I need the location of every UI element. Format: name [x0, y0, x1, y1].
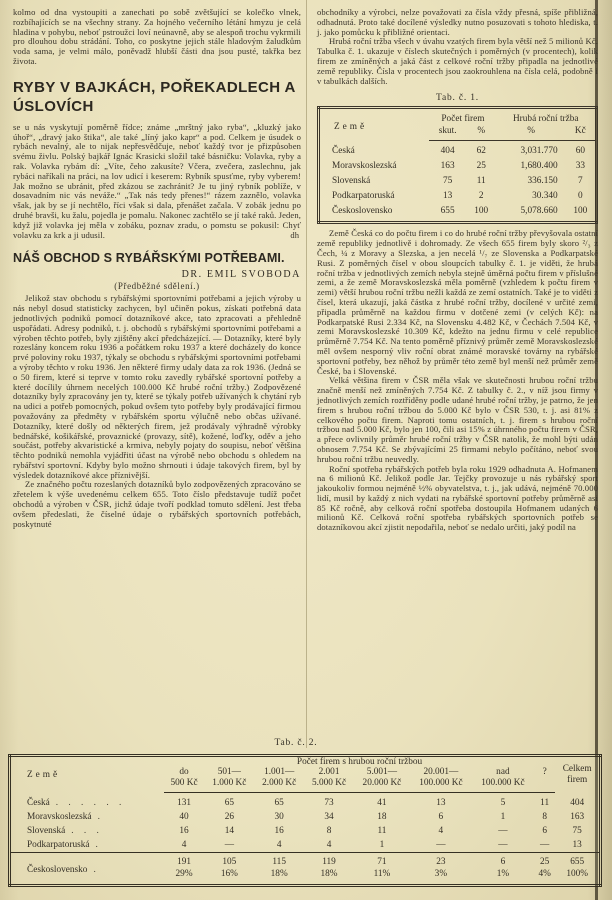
- table1-group-revenue: Hrubá roční tržba: [512, 114, 579, 125]
- total-header-line2: firem: [567, 774, 588, 785]
- revenue-kc: 3,031.770: [520, 146, 558, 157]
- article-subtitle: (Předběžné sdělení.): [114, 281, 200, 292]
- band-count: 6: [438, 812, 444, 822]
- band-count: —: [539, 840, 550, 850]
- band-pct: 16%: [220, 869, 238, 879]
- band-count: —: [436, 840, 446, 850]
- dot-leader: .: [95, 840, 102, 850]
- band-count: 1: [500, 812, 506, 822]
- band-pct: 1%: [496, 869, 510, 879]
- table2-band-col: 5.001— 20.000 Kč: [354, 767, 410, 793]
- band-pct: 3%: [434, 869, 448, 879]
- band-count: 26: [224, 812, 234, 822]
- firms-pct: 11: [476, 176, 486, 187]
- band-count: 4: [438, 826, 444, 836]
- table1-sub-skut: skut.: [429, 125, 466, 141]
- dot-leader: . . . . . .: [55, 797, 126, 808]
- table-row: [319, 174, 597, 189]
- dot-leader: .: [97, 812, 104, 822]
- total-header-line1: Celkem: [562, 763, 592, 774]
- band-count: 13: [436, 798, 446, 808]
- revenue-kc: 30.340: [532, 191, 558, 202]
- table1-col-land: Země: [334, 122, 368, 133]
- band-count: 30: [274, 812, 284, 822]
- revenue-pct: 60: [575, 146, 585, 157]
- band-count: 119: [304, 853, 354, 870]
- band-count: 1: [379, 840, 385, 850]
- band-count: 71: [354, 853, 410, 870]
- article-paragraph: Velká většina firem v ČSR měla však ve skutečnosti hrubou roční tržbu značně menší než zmíněných 7.754 Kč. Z tabulky č. 2., v níž jsou firmy v jednotlivých zemích roztříděny podle udané hrubé roční tržby, je patrno, že jen firem s hrubou roční tržbou do 5.000 Kč bylo v ČSR 530, t. j. asi 81% z celkového počtu firem. Naproti tomu ostatních, t. j. firem s hrubou roční tržbou nad 5.000 Kč, bylo jen 100, čili asi 15% z úhrnného počtu firem v ČSR, a přece ovlivnily průměr hrubé roční tržby v ČSR natolik, že mohl býti udán obnosem 7.754 Kč. Se zbývajícími 25 firmami nebylo počítáno, neboť svou hrubou roční tržbu neuvedly.: [317, 375, 598, 464]
- article-paragraph: Ze značného počtu rozeslaných dotazníků bylo zodpovězených zpracováno se zřetelem k výše uvedenému celkem 655. Toto číslo představuje tudíž počet obchodů a výroben v ČSR, jichž údaje tvoří podklad tomuto sdělení. Jest třeba ovšem předeslati, že číselné údaje o rybářských sportovních potřebách, poskytnuté: [13, 479, 301, 529]
- band-count: 41: [377, 798, 387, 808]
- table-row: [10, 838, 601, 853]
- band-count: 34: [324, 812, 334, 822]
- firms-pct: 100: [474, 206, 489, 217]
- table-row-total: [319, 204, 597, 223]
- article-author: DR. EMIL SVOBODA: [181, 269, 301, 281]
- band-pct: 11%: [373, 869, 391, 879]
- table2-col-land: Země: [27, 769, 61, 780]
- article-paragraph: obchodníky a výrobci, nelze považovati za čísla vždy přesná, spíše přibližná, odhadnutá. Proto také docílené výsledky nutno posuzovati s tohoto hlediska, t. j. jako pomůcku k přibližné orientaci.: [317, 7, 598, 37]
- band-count: 131: [177, 798, 192, 808]
- dot-leader: .: [93, 864, 100, 875]
- revenue-kc: 336.150: [527, 176, 558, 187]
- band-count: 65: [224, 798, 234, 808]
- band-count: 5: [500, 798, 506, 808]
- column-divider-rule: [306, 0, 307, 748]
- band-count: 4: [326, 840, 332, 850]
- table2-band-col-unknown: ?: [534, 767, 555, 793]
- land-name: Podkarpatoruská: [332, 191, 395, 202]
- firms-count: 655: [440, 206, 455, 217]
- band-count: 25: [534, 853, 555, 870]
- table-row: [10, 810, 601, 824]
- band-count: 65: [274, 798, 284, 808]
- band-pct: 4%: [538, 869, 551, 879]
- table1-header: [319, 108, 597, 141]
- band-count: 23: [410, 853, 472, 870]
- table1-group-firms: Počet firem: [441, 114, 485, 125]
- band-count: 40: [179, 812, 189, 822]
- intro-paragraph: kolmo od dna vystoupiti a zanechati po sobě zvětšující se kolečko vlnek, rozbíhajících se na všechny strany. Za hojného večerního létání hmyzu je celá hladina v pohybu, neboť pstroužci loví neúnavně, aby se alespoň trochu vykrmili pro dlouhou dobu strádání. Toho, co poskytne jejich stále hladovým žaludkům voda sama, je velmi málo, poněvadž hlubší části dna jsou pusté, takřka bez života.: [13, 7, 301, 66]
- band-count: 8: [542, 812, 547, 822]
- band-count: 4: [276, 840, 282, 850]
- band-count: —: [498, 826, 508, 836]
- left-column: [13, 8, 301, 529]
- table2-band-col: nad 100.000 Kč: [472, 767, 534, 793]
- firms-pct: 62: [476, 146, 486, 157]
- land-name: Česká: [27, 797, 50, 808]
- band-count: —: [224, 840, 234, 850]
- table1-sub-pct1: %: [466, 125, 497, 141]
- firms-count: 404: [440, 146, 455, 157]
- band-count: 105: [204, 853, 254, 870]
- row-total: 163: [570, 812, 585, 822]
- land-name: Moravskoslezská: [27, 812, 92, 822]
- table-row-total: [10, 853, 601, 870]
- row-total: 404: [570, 797, 585, 808]
- land-name: Slovenská: [332, 176, 371, 187]
- table2-col-total: [555, 756, 600, 793]
- section-title-obchod: NÁŠ OBCHOD S RYBÁŘSKÝMI POTŘEBAMI.: [13, 251, 285, 266]
- article-paragraph: Země Česká co do počtu firem i co do hrubé roční tržby převyšovala ostatní země republiky jednotlivě i dohromady. Ze všech 655 firem byly skoro ²/₃ z Čech, ¼ z Moravy a Slezska, a jen necelá ¹/₇ ze Slovenska a Podkarpatské Rusi. Z poměrných čísel v obou sloupcích tabulky č. 1. je viděti, že hrubá roční tržba v jednotlivých zemích nebyla stejně úměrná počtu firem v příslušné zemi, a že země Moravskoslezská měla poměrně (vzhledem k počtu firem v zemi) větší hrubou roční tržbu nežli každá ze zemí ostatních. Také je to viděti z čísel, která ukazují, jaká částka z hrubé roční tržby, docílené v určité zemi, připadla průměrně na každou firmu v dotčené zemi (v celých Kč): na Podkarpatské Rusi 2.334 Kč, na Slovensku 4.482 Kč, v Čechách 7.504 Kč, v zemi Moravskoslezské 10.309 Kč, kdežto na jednu firmu v celé republice průměrně 7.754 Kč. Na tento poměrně příznivý průměr země Moravskoslezské měl ovšem nesporný vliv roční obrat známé moravské továrny na rybářské sportovní potřeby, bez něhož by průměr této země byl menší než průměr země České, ba i Slovenské.: [317, 228, 598, 376]
- table-1-firms-by-land: [317, 106, 598, 224]
- fable-paragraph: se u nás vyskytují poměrně řídce; známe „mrštný jako ryba“, „kluzký jako úhoř“, „dravý jako štika“, ale také „líný jako kapr“ a pod. Celkem je úsudek o rybách nevalný, ale to nijak nepřesvědčuje, neboť každý tvor je přizpůsoben svému živlu. Polský bajkář Ignác Krasicki složil také básničku: Volavka, ryby a rak. Volavka rybám dí: „Víte, čeho zakusíte? Včera, zvečera, zaslechnu, jak rybáci naříkali na práci, na lov udicí i keserem: Rybník spusťme, ryby vyberem! Jak možno se ubránit, před zkázou se zachránit? Je tu jiný rybník poblíže, v dosavadním nic vás neváže.“ „Tak nás tedy přenes!“ rázem zaznělo, volavka však, jak by se jí nechtělo, říci však si dala, přenášet začala. V zobák jednu po druhé bravši, ku žalu, pojedla je pomalu. Nakonec zachtělo se jí také raků. Jeden, když již volavka jej měla v zobáku, poznav zradu, o pomstu se pokusil: Chyť volavku za krk a ji udusil.: [13, 121, 301, 240]
- article-paragraph: Hrubá roční tržba všech v úvahu vzatých firem byla větší než 5 milionů Kč. Tabulka č. 1. ukazuje v číslech skutečných i poměrných (v procentech), kolik firem ze zmíněných a jaká část z celkové roční tržby připadla na jednotlivé země republiky. Čísla v procentech jsou zaokrouhlena na čísla celá, podobně i v tabulkách dalších.: [317, 36, 598, 86]
- firms-count: 163: [440, 161, 455, 172]
- table2-band-col: do 500 Kč: [164, 767, 205, 793]
- row-total: 13: [572, 840, 582, 850]
- land-name: Slovenská: [27, 826, 66, 836]
- band-count: 11: [377, 826, 387, 836]
- band-count: 191: [164, 853, 205, 870]
- firms-pct: 2: [478, 191, 484, 202]
- revenue-kc: 1,680.400: [520, 161, 558, 172]
- author-initials: dh: [290, 230, 299, 241]
- band-count: —: [498, 840, 508, 850]
- table2-group-header: Počet firem s hrubou roční tržbou: [296, 757, 423, 767]
- band-count: 6: [542, 826, 547, 836]
- table2-band-col: 501— 1.000 Kč: [204, 767, 254, 793]
- total-pct: 100%: [566, 869, 589, 879]
- band-count: 4: [181, 840, 187, 850]
- land-name: Podkarpatoruská: [27, 840, 90, 850]
- table2-header: [10, 756, 601, 793]
- firms-pct: 25: [476, 161, 486, 172]
- revenue-pct: 33: [575, 161, 585, 172]
- section-title-ryby: RYBY V BAJKÁCH, POŘEKADLECH A ÚSLOVÍCH: [13, 78, 296, 115]
- band-count: 11: [540, 798, 550, 808]
- table-2-firms-by-revenue-band: [8, 754, 602, 887]
- table-row: [319, 189, 597, 204]
- land-name: Československo: [332, 206, 393, 217]
- band-pct: 18%: [270, 869, 288, 879]
- dot-leader: . . .: [71, 826, 103, 836]
- band-pct: 18%: [320, 869, 338, 879]
- band-count: 6: [472, 853, 534, 870]
- revenue-pct: 0: [578, 191, 583, 202]
- band-count: 16: [179, 826, 189, 836]
- row-total: 75: [572, 826, 582, 836]
- band-count: 73: [324, 798, 334, 808]
- table2-band-col: 1.001— 2.000 Kč: [254, 767, 304, 793]
- row-total: 655: [555, 853, 600, 870]
- table1-sub-pct2: %: [497, 125, 566, 141]
- table2-band-col: 20.001— 100.000 Kč: [410, 767, 472, 793]
- table-row: [319, 141, 597, 159]
- table-2-wrapper: [8, 754, 602, 887]
- table1-caption: Tab. č. 1.: [436, 93, 479, 104]
- article-paragraph: Jelikož stav obchodu s rybářskými sportovními potřebami a jejich výroby u nás nebyl dosud statisticky zachycen, byl učiněn pokus, získati potřebná data jednotlivých podniků pomocí dotazníkové akce, tato zpracovati a přehledně uspořádati. Adresy podniků, t. j. obchodů s rybářskými sportovními potřebami a výroben těchto potřeb, byly zjištěny akcí předcházející. — Dotazníky, které byly rozeslány koncem roku 1936 a počátkem roku 1937 a které docházely do konce prvé poloviny roku 1937, týkaly se obchodu s rybářskými sportovními potřebami a výroby těchto v roku 1936. Jen některé firmy udaly data za rok 1936. (Jedná se o 50 firem, které si teprve v tomto roku zavedly rybářské sportovní potřeby a které docílily úhrnem necelých 100.000 Kč hrubé roční tržby.) Zodpovězené dotazníky byly zpracovány jen ty, které se týkaly potřeb užívaných k chytání ryb na udici a potřeb pomocných, pokud ovšem tyto potřeby byly prodávající firmou považovány za předměty v rybářském sportu výlučně nebo občas užívané. Dotazníky, které došly od některých firem, jež prodávaly výhradně výrobky bednářské, košikářské, provaznické (provazy, sítě), kožené, loďky, oděv a jeho součást, potřeby akvaristické a krmiva, nebyly pojaty do soupisu, neboť většina těchto podniků nemohla vyjádřiti účast na výrobě nebo obchodu s ohledem na rybářství sportovní. Kdyby bylo možno shrnouti i údaje takových firem, byl by výsledek dotazníkové akce příznivější.: [13, 293, 301, 480]
- land-name: Česká: [332, 146, 355, 157]
- revenue-pct: 7: [578, 176, 583, 187]
- firms-count: 13: [442, 191, 453, 202]
- article-paragraph: Roční spotřeba rybářských potřeb byla roku 1929 odhadnuta A. Hofmanem na 6 milionů Kč. Jelikož podle Jar. Tejčky provozuje u nás rybářský sport jakoukoliv formou nejméně ½% obyvatelstva, t. j., jak udává, nejméně 70.000 lidí, musil by každý z nich vydati na rybářské sportovní potřeby průměrně asi 85 Kč ročně, aby celková roční spotřeba dostoupila Hofmanem udaných 6 milionů Kč. Celková roční spotřeba rybářských sportovních potřeb se dotazníkovou akcí zjistit nepodařila, neboť se nedalo určiti, jaký podíl na: [317, 463, 598, 533]
- table2-caption: Tab. č. 2.: [274, 738, 318, 748]
- table-row: [10, 793, 601, 811]
- revenue-pct: 100: [573, 206, 588, 217]
- firms-count: 75: [442, 176, 453, 187]
- band-pct: 29%: [175, 869, 193, 879]
- table2-band-col: 2.001 5.000 Kč: [304, 767, 354, 793]
- fable-text-block: [13, 123, 301, 241]
- table1-sub-kc: Kč: [566, 125, 597, 141]
- band-count: 14: [224, 826, 234, 836]
- band-count: 16: [274, 826, 284, 836]
- land-name: Moravskoslezská: [332, 161, 397, 172]
- table-row: [319, 159, 597, 174]
- revenue-kc: 5,078.660: [520, 206, 558, 217]
- band-count: 8: [326, 826, 332, 836]
- land-name: Československo: [27, 864, 88, 875]
- table-row: [10, 824, 601, 838]
- band-count: 115: [254, 853, 304, 870]
- right-column: [317, 8, 598, 533]
- band-count: 18: [377, 812, 387, 822]
